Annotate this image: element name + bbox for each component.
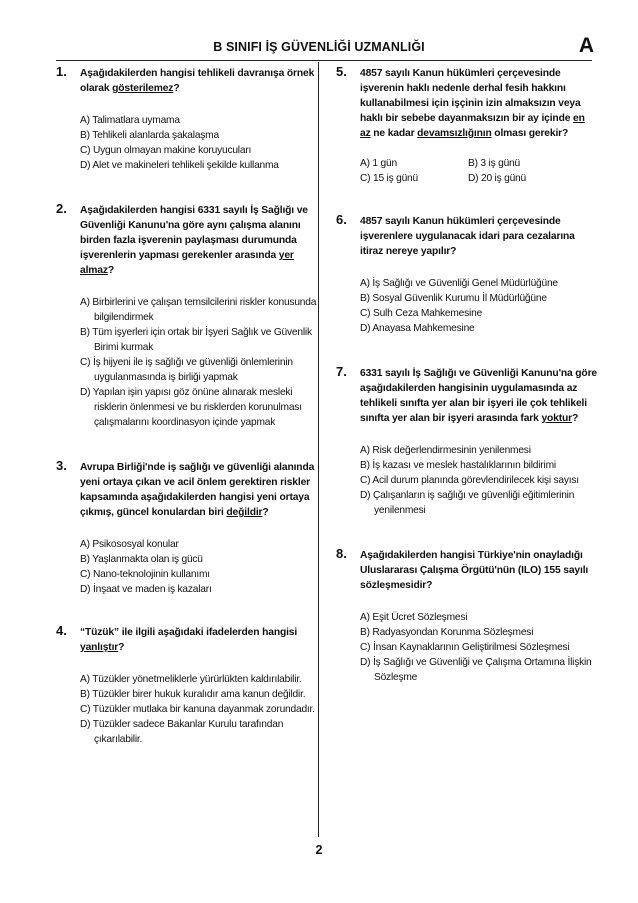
answer-options [360, 156, 598, 186]
option-d[interactable]: D) İş Sağlığı ve Güvenliği ve Çalışma Ortamına İlişkin Sözleşme [360, 657, 592, 683]
option-a[interactable]: A) Psikososyal konular [80, 539, 179, 550]
option-a[interactable]: A) Tüzükler yönetmeliklerle yürürlükten kaldırılabilir. [80, 674, 302, 685]
question-8 [336, 548, 598, 685]
answer-options [360, 276, 598, 336]
option-c[interactable]: C) Acil durum planında görevlendirilecek kişi sayısı [360, 475, 579, 486]
question-7 [336, 366, 598, 518]
option-d[interactable]: D) İnşaat ve maden iş kazaları [80, 584, 212, 595]
question-5 [336, 66, 598, 186]
question-number: 2. [56, 201, 67, 216]
question-number: 6. [336, 212, 347, 227]
option-d[interactable]: D) 20 iş günü [468, 173, 526, 184]
answer-options [360, 610, 598, 685]
question-text: Aşağıdakilerden hangisi tehlikeli davranışa örnek olarak gösterilemez? [80, 68, 315, 94]
option-a[interactable]: A) Talimatlara uymama [80, 115, 180, 126]
answer-options [80, 113, 321, 173]
question-number: 5. [336, 64, 347, 79]
option-b[interactable]: B) Tüzükler birer hukuk kuralıdır ama kanun değildir. [80, 689, 306, 700]
option-c[interactable]: C) 15 iş günü [360, 173, 418, 184]
question-number: 3. [56, 458, 67, 473]
page-number: 2 [315, 843, 323, 857]
booklet-letter: A [578, 34, 594, 57]
option-c[interactable]: C) Nano-teknolojinin kullanımı [80, 569, 210, 580]
option-a[interactable]: A) İş Sağlığı ve Güvenliği Genel Müdürlüğüne [360, 278, 558, 289]
question-6 [336, 214, 598, 336]
question-text: Avrupa Birliği'nde iş sağlığı ve güvenliği alanında yeni ortaya çıkan ve acil önlem gerektiren riskler kapsamında aşağıdakilerden hangisi yeni ortaya çıkmış, güncel konulardan biri değildir? [80, 462, 315, 518]
question-1 [56, 66, 321, 173]
option-b[interactable]: B) Yaşlanmakta olan iş gücü [80, 554, 203, 565]
question-2 [56, 203, 321, 430]
option-b[interactable]: B) Radyasyondan Korunma Sözleşmesi [360, 627, 534, 638]
option-d[interactable]: D) Yapılan işin yapısı göz önüne alınarak mesleki risklerin önlenmesi ve bu risklerden korunulması çalışmalarını koordinasyon içinde yapmak [80, 387, 302, 428]
question-text: Aşağıdakilerden hangisi 6331 sayılı İş Sağlığı ve Güvenliği Kanunu'na göre aynı çalışma alanını birden fazla işverenin paylaşması durumunda işverenlerin yapması gerekenler arasında yer almaz? [80, 205, 308, 276]
option-c[interactable]: C) İnsan Kaynaklarının Geliştirilmesi Sözleşmesi [360, 642, 570, 653]
question-number: 7. [336, 364, 347, 379]
option-c[interactable]: C) Uygun olmayan makine koruyucuları [80, 145, 252, 156]
question-number: 4. [56, 623, 67, 638]
answer-options [80, 295, 321, 430]
question-text: 4857 sayılı Kanun hükümleri çerçevesinde işverenin haklı nedenle derhal fesih hakkını kullanabilmesi için işçinin izin almaksızın veya haklı bir sebebe dayanmaksızın bir ay içinde en az ne kadar devamsızlığının olması gerekir? [360, 68, 585, 139]
option-c[interactable]: C) Sulh Ceza Mahkemesine [360, 308, 483, 319]
option-b[interactable]: B) Tüm işyerleri için ortak bir İşyeri Sağlık ve Güvenlik Birimi kurmak [80, 327, 312, 353]
option-d[interactable]: D) Çalışanların iş sağlığı ve güvenliği eğitimlerinin yenilenmesi [360, 490, 575, 516]
option-b[interactable]: B) 3 iş günü [468, 158, 520, 169]
question-text: “Tüzük” ile ilgili aşağıdaki ifadelerden hangisi yanlıştır? [80, 627, 298, 653]
option-a[interactable]: A) Eşit Ücret Sözleşmesi [360, 612, 468, 623]
left-column [56, 66, 321, 747]
question-text: Aşağıdakilerden hangisi Türkiye'nin onayladığı Uluslararası Çalışma Örgütü'nün (ILO) 155 sayılı sözleşmesidir? [360, 550, 589, 591]
question-3 [56, 460, 321, 597]
option-a[interactable]: A) Risk değerlendirmesinin yenilenmesi [360, 445, 531, 456]
option-d[interactable]: D) Tüzükler sadece Bakanlar Kurulu tarafından çıkarılabilir. [80, 719, 284, 745]
question-text: 4857 sayılı Kanun hükümleri çerçevesinde işverenlere uygulanacak idari para cezalarına itiraz nereye yapılır? [360, 216, 575, 257]
question-number: 1. [56, 64, 67, 79]
option-b[interactable]: B) İş kazası ve meslek hastalıklarının bildirimi [360, 460, 556, 471]
option-a[interactable]: A) Birbirlerini ve çalışan temsilcilerini riskler konusunda bilgilendirmek [80, 297, 317, 323]
question-4 [56, 625, 321, 747]
right-column [336, 66, 598, 685]
answer-options [80, 537, 321, 597]
option-c[interactable]: C) Tüzükler mutlaka bir kanuna dayanmak zorundadır. [80, 704, 315, 715]
option-a[interactable]: A) 1 gün [360, 158, 397, 169]
option-b[interactable]: B) Sosyal Güvenlik Kurumu İl Müdürlüğüne [360, 293, 547, 304]
answer-options [360, 443, 598, 518]
exam-title: B SINIFI İŞ GÜVENLİĞİ UZMANLIĞI [213, 40, 425, 54]
option-d[interactable]: D) Anayasa Mahkemesine [360, 323, 475, 334]
question-text: 6331 sayılı İş Sağlığı ve Güvenliği Kanunu'na göre aşağıdakilerden hangisinin uygulamasında az tehlikeli sınıfta yer alan bir işyeri ile çok tehlikeli sınıfta yer alan bir işyeri arasında fark yoktur? [360, 368, 598, 424]
option-c[interactable]: C) İş hijyeni ile iş sağlığı ve güvenliği önlemlerinin uygulanmasında iş birliği yapmak [80, 357, 293, 383]
option-d[interactable]: D) Alet ve makineleri tehlikeli şekilde kullanma [80, 160, 279, 171]
answer-options [80, 672, 321, 747]
option-b[interactable]: B) Tehlikeli alanlarda şakalaşma [80, 130, 219, 141]
header-divider [56, 60, 592, 61]
question-number: 8. [336, 546, 347, 561]
